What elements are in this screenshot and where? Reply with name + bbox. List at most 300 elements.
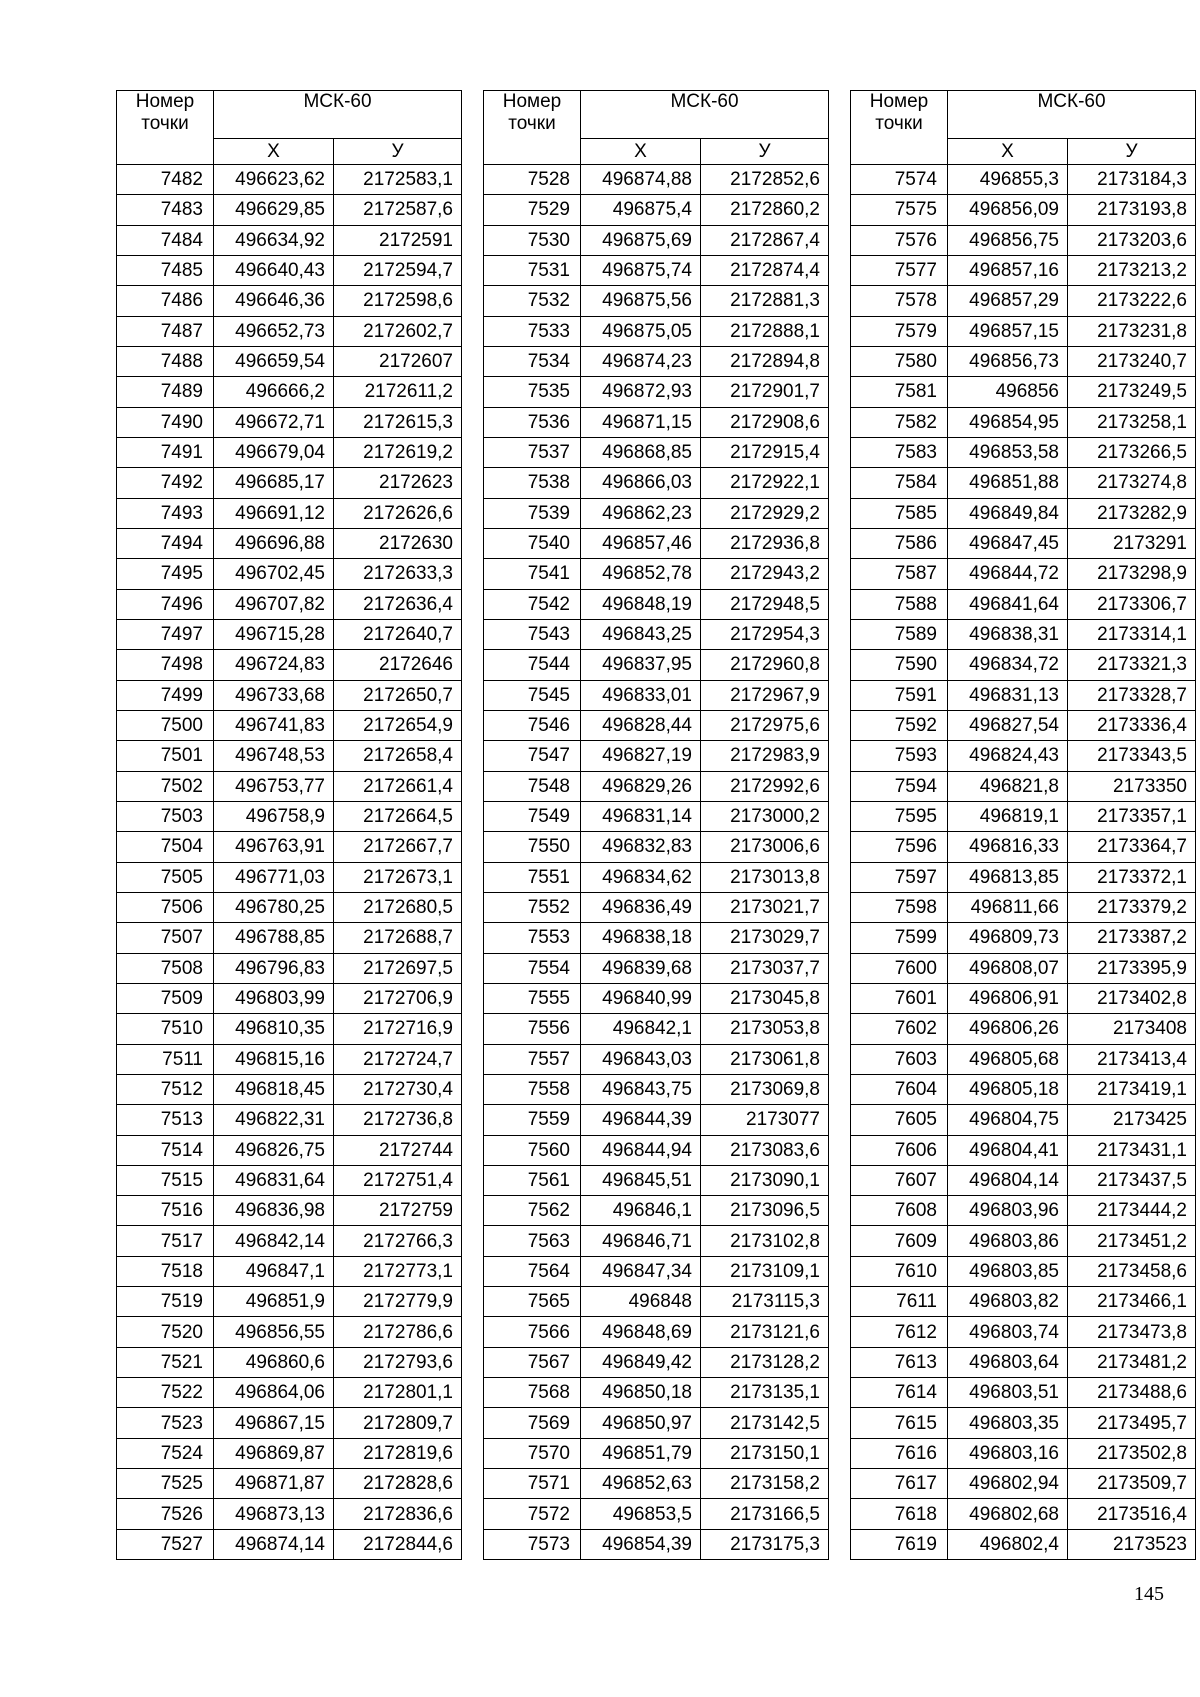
point-number-cell: 7567 [484,1347,581,1377]
y-coordinate-cell: 2172801,1 [334,1378,462,1408]
table-row [851,1499,1196,1529]
point-number-cell: 7566 [484,1317,581,1347]
table-row [117,862,462,892]
x-coordinate-cell: 496847,1 [214,1256,334,1286]
point-number-cell: 7522 [117,1378,214,1408]
x-coordinate-cell: 496646,36 [214,286,334,316]
x-coordinate-cell: 496841,64 [948,589,1068,619]
point-number-cell: 7547 [484,741,581,771]
table-row [117,1317,462,1347]
y-coordinate-cell: 2172992,6 [701,771,829,801]
point-number-cell: 7593 [851,741,948,771]
x-coordinate-cell: 496826,75 [214,1135,334,1165]
y-coordinate-cell: 2172697,5 [334,953,462,983]
y-coordinate-cell: 2173306,7 [1068,589,1196,619]
y-coordinate-cell: 2173451,2 [1068,1226,1196,1256]
x-coordinate-cell: 496806,26 [948,1014,1068,1044]
table-row [484,1044,829,1074]
point-number-cell: 7531 [484,255,581,285]
x-coordinate-cell: 496844,94 [581,1135,701,1165]
x-coordinate-cell: 496816,33 [948,832,1068,862]
y-coordinate-cell: 2172888,1 [701,316,829,346]
table-row [851,468,1196,498]
table-body [117,165,462,1560]
y-coordinate-cell: 2172860,2 [701,195,829,225]
table-row [851,286,1196,316]
header-x: Х [581,139,701,165]
y-coordinate-cell: 2173425 [1068,1105,1196,1135]
table-row [484,286,829,316]
table-row [484,1074,829,1104]
x-coordinate-cell: 496804,14 [948,1165,1068,1195]
table-row [117,1165,462,1195]
point-number-cell: 7608 [851,1196,948,1226]
x-coordinate-cell: 496836,49 [581,892,701,922]
point-number-cell: 7484 [117,225,214,255]
x-coordinate-cell: 496843,25 [581,619,701,649]
y-coordinate-cell: 2173053,8 [701,1014,829,1044]
y-coordinate-cell: 2173150,1 [701,1438,829,1468]
point-number-cell: 7512 [117,1074,214,1104]
point-number-cell: 7529 [484,195,581,225]
point-number-cell: 7542 [484,589,581,619]
y-coordinate-cell: 2172673,1 [334,862,462,892]
header-y: У [1068,139,1196,165]
x-coordinate-cell: 496875,05 [581,316,701,346]
y-coordinate-cell: 2173516,4 [1068,1499,1196,1529]
point-number-cell: 7505 [117,862,214,892]
point-number-cell: 7546 [484,710,581,740]
y-coordinate-cell: 2172793,6 [334,1347,462,1377]
point-number-cell: 7525 [117,1469,214,1499]
y-coordinate-cell: 2173090,1 [701,1165,829,1195]
point-number-cell: 7600 [851,953,948,983]
point-number-cell: 7604 [851,1074,948,1104]
table-row [117,710,462,740]
x-coordinate-cell: 496842,1 [581,1014,701,1044]
point-number-cell: 7545 [484,680,581,710]
y-coordinate-cell: 2173266,5 [1068,437,1196,467]
table-row [851,710,1196,740]
table-row [484,923,829,953]
x-coordinate-cell: 496834,62 [581,862,701,892]
x-coordinate-cell: 496821,8 [948,771,1068,801]
x-coordinate-cell: 496741,83 [214,710,334,740]
table-row [484,1529,829,1559]
table-row [851,801,1196,831]
x-coordinate-cell: 496840,99 [581,983,701,1013]
y-coordinate-cell: 2173109,1 [701,1256,829,1286]
point-number-cell: 7556 [484,1014,581,1044]
x-coordinate-cell: 496672,71 [214,407,334,437]
y-coordinate-cell: 2173343,5 [1068,741,1196,771]
table-body [484,165,829,1560]
point-number-cell: 7592 [851,710,948,740]
y-coordinate-cell: 2172602,7 [334,316,462,346]
x-coordinate-cell: 496811,66 [948,892,1068,922]
y-coordinate-cell: 2172759 [334,1196,462,1226]
point-number-cell: 7486 [117,286,214,316]
x-coordinate-cell: 496849,84 [948,498,1068,528]
y-coordinate-cell: 2173037,7 [701,953,829,983]
point-number-cell: 7540 [484,528,581,558]
y-coordinate-cell: 2172706,9 [334,983,462,1013]
y-coordinate-cell: 2173135,1 [701,1378,829,1408]
x-coordinate-cell: 496832,83 [581,832,701,862]
point-number-cell: 7611 [851,1287,948,1317]
y-coordinate-cell: 2173419,1 [1068,1074,1196,1104]
table-row [484,953,829,983]
x-coordinate-cell: 496802,4 [948,1529,1068,1559]
point-number-cell: 7483 [117,195,214,225]
x-coordinate-cell: 496827,54 [948,710,1068,740]
table-row [117,1074,462,1104]
table-row [851,1044,1196,1074]
y-coordinate-cell: 2172922,1 [701,468,829,498]
table-row [117,953,462,983]
table-row [484,377,829,407]
table-row [117,1196,462,1226]
y-coordinate-cell: 2172664,5 [334,801,462,831]
point-number-cell: 7598 [851,892,948,922]
y-coordinate-cell: 2172894,8 [701,346,829,376]
y-coordinate-cell: 2172828,6 [334,1469,462,1499]
point-number-cell: 7497 [117,619,214,649]
point-number-cell: 7572 [484,1499,581,1529]
point-number-cell: 7492 [117,468,214,498]
table-row [851,498,1196,528]
y-coordinate-cell: 2173328,7 [1068,680,1196,710]
table-row [851,589,1196,619]
y-coordinate-cell: 2172598,6 [334,286,462,316]
point-number-cell: 7553 [484,923,581,953]
y-coordinate-cell: 2173466,1 [1068,1287,1196,1317]
point-number-cell: 7507 [117,923,214,953]
header-y: У [701,139,829,165]
y-coordinate-cell: 2172626,6 [334,498,462,528]
x-coordinate-cell: 496857,46 [581,528,701,558]
header-coordinate-system: МСК-60 [948,91,1196,139]
table-row [484,407,829,437]
y-coordinate-cell: 2172667,7 [334,832,462,862]
point-number-cell: 7517 [117,1226,214,1256]
table-body [851,165,1196,1560]
table-row [851,680,1196,710]
table-row [851,892,1196,922]
point-number-cell: 7508 [117,953,214,983]
x-coordinate-cell: 496666,2 [214,377,334,407]
table-row [851,1074,1196,1104]
table-row [851,1347,1196,1377]
y-coordinate-cell: 2172680,5 [334,892,462,922]
table-row [117,1135,462,1165]
point-number-cell: 7565 [484,1287,581,1317]
table-row [851,437,1196,467]
point-number-cell: 7618 [851,1499,948,1529]
table-row [851,650,1196,680]
y-coordinate-cell: 2172948,5 [701,589,829,619]
x-coordinate-cell: 496803,16 [948,1438,1068,1468]
point-number-cell: 7603 [851,1044,948,1074]
table-row [117,1408,462,1438]
y-coordinate-cell: 2173336,4 [1068,710,1196,740]
table-row [851,559,1196,589]
y-coordinate-cell: 2172615,3 [334,407,462,437]
y-coordinate-cell: 2172766,3 [334,1226,462,1256]
x-coordinate-cell: 496843,75 [581,1074,701,1104]
table-row [851,1226,1196,1256]
y-coordinate-cell: 2172844,6 [334,1529,462,1559]
point-number-cell: 7500 [117,710,214,740]
point-number-cell: 7511 [117,1044,214,1074]
x-coordinate-cell: 496834,72 [948,650,1068,680]
table-row [851,1135,1196,1165]
x-coordinate-cell: 496803,96 [948,1196,1068,1226]
header-coordinate-system: МСК-60 [581,91,829,139]
x-coordinate-cell: 496856,73 [948,346,1068,376]
y-coordinate-cell: 2173013,8 [701,862,829,892]
table-row [484,1408,829,1438]
point-number-cell: 7599 [851,923,948,953]
x-coordinate-cell: 496806,91 [948,983,1068,1013]
table-row [117,1256,462,1286]
x-coordinate-cell: 496856,09 [948,195,1068,225]
table-row [117,771,462,801]
x-coordinate-cell: 496652,73 [214,316,334,346]
point-number-cell: 7549 [484,801,581,831]
x-coordinate-cell: 496844,72 [948,559,1068,589]
point-number-cell: 7514 [117,1135,214,1165]
y-coordinate-cell: 2172786,6 [334,1317,462,1347]
table-row [117,1105,462,1135]
x-coordinate-cell: 496623,62 [214,165,334,195]
x-coordinate-cell: 496805,68 [948,1044,1068,1074]
x-coordinate-cell: 496864,06 [214,1378,334,1408]
point-number-cell: 7544 [484,650,581,680]
table-row [117,892,462,922]
point-number-cell: 7513 [117,1105,214,1135]
point-number-cell: 7536 [484,407,581,437]
table-row [484,892,829,922]
y-coordinate-cell: 2172779,9 [334,1287,462,1317]
point-number-cell: 7490 [117,407,214,437]
point-number-cell: 7548 [484,771,581,801]
table-row [117,286,462,316]
point-number-cell: 7509 [117,983,214,1013]
table-row [484,255,829,285]
table-row [851,832,1196,862]
table-row [851,225,1196,255]
y-coordinate-cell: 2173291 [1068,528,1196,558]
point-number-cell: 7554 [484,953,581,983]
x-coordinate-cell: 496808,07 [948,953,1068,983]
x-coordinate-cell: 496803,86 [948,1226,1068,1256]
header-x: Х [948,139,1068,165]
table-row [484,1165,829,1195]
x-coordinate-cell: 496869,87 [214,1438,334,1468]
x-coordinate-cell: 496847,45 [948,528,1068,558]
table-row [851,1014,1196,1044]
point-number-cell: 7541 [484,559,581,589]
y-coordinate-cell: 2172636,4 [334,589,462,619]
y-coordinate-cell: 2173166,5 [701,1499,829,1529]
table-row [484,801,829,831]
table-row [851,346,1196,376]
y-coordinate-cell: 2172688,7 [334,923,462,953]
x-coordinate-cell: 496831,13 [948,680,1068,710]
point-number-cell: 7594 [851,771,948,801]
x-coordinate-cell: 496874,14 [214,1529,334,1559]
y-coordinate-cell: 2172983,9 [701,741,829,771]
point-number-cell: 7607 [851,1165,948,1195]
point-number-cell: 7487 [117,316,214,346]
y-coordinate-cell: 2172736,8 [334,1105,462,1135]
point-number-cell: 7571 [484,1469,581,1499]
x-coordinate-cell: 496867,15 [214,1408,334,1438]
table-row [851,953,1196,983]
point-number-cell: 7575 [851,195,948,225]
point-number-cell: 7524 [117,1438,214,1468]
y-coordinate-cell: 2173184,3 [1068,165,1196,195]
x-coordinate-cell: 496827,19 [581,741,701,771]
y-coordinate-cell: 2172587,6 [334,195,462,225]
table-row [117,1529,462,1559]
x-coordinate-cell: 496836,98 [214,1196,334,1226]
x-coordinate-cell: 496659,54 [214,346,334,376]
y-coordinate-cell: 2173495,7 [1068,1408,1196,1438]
y-coordinate-cell: 2173502,8 [1068,1438,1196,1468]
table-row [484,589,829,619]
table-row [117,165,462,195]
x-coordinate-cell: 496846,71 [581,1226,701,1256]
y-coordinate-cell: 2172646 [334,650,462,680]
table-row [851,316,1196,346]
x-coordinate-cell: 496803,35 [948,1408,1068,1438]
point-number-cell: 7570 [484,1438,581,1468]
point-number-cell: 7612 [851,1317,948,1347]
y-coordinate-cell: 2173314,1 [1068,619,1196,649]
table-row [117,1014,462,1044]
point-number-cell: 7597 [851,862,948,892]
point-number-cell: 7619 [851,1529,948,1559]
x-coordinate-cell: 496850,97 [581,1408,701,1438]
y-coordinate-cell: 2172724,7 [334,1044,462,1074]
header-point-number: Номер точки [117,91,214,165]
x-coordinate-cell: 496872,93 [581,377,701,407]
y-coordinate-cell: 2173473,8 [1068,1317,1196,1347]
point-number-cell: 7526 [117,1499,214,1529]
y-coordinate-cell: 2172633,3 [334,559,462,589]
table-row [117,1469,462,1499]
x-coordinate-cell: 496874,23 [581,346,701,376]
x-coordinate-cell: 496857,15 [948,316,1068,346]
header-coordinate-system: МСК-60 [214,91,462,139]
table-row [484,225,829,255]
table-row [484,498,829,528]
table-row [117,1378,462,1408]
y-coordinate-cell: 2173203,6 [1068,225,1196,255]
y-coordinate-cell: 2172954,3 [701,619,829,649]
y-coordinate-cell: 2173413,4 [1068,1044,1196,1074]
point-number-cell: 7499 [117,680,214,710]
table-row [851,1165,1196,1195]
y-coordinate-cell: 2172773,1 [334,1256,462,1286]
point-number-cell: 7563 [484,1226,581,1256]
point-number-cell: 7606 [851,1135,948,1165]
y-coordinate-cell: 2173458,6 [1068,1256,1196,1286]
y-coordinate-cell: 2173444,2 [1068,1196,1196,1226]
table-row [851,195,1196,225]
x-coordinate-cell: 496691,12 [214,498,334,528]
table-row [484,316,829,346]
x-coordinate-cell: 496753,77 [214,771,334,801]
x-coordinate-cell: 496804,75 [948,1105,1068,1135]
x-coordinate-cell: 496629,85 [214,195,334,225]
y-coordinate-cell: 2173387,2 [1068,923,1196,953]
point-number-cell: 7516 [117,1196,214,1226]
point-number-cell: 7489 [117,377,214,407]
point-number-cell: 7502 [117,771,214,801]
y-coordinate-cell: 2173258,1 [1068,407,1196,437]
x-coordinate-cell: 496831,14 [581,801,701,831]
point-number-cell: 7498 [117,650,214,680]
table-row [851,1378,1196,1408]
point-number-cell: 7588 [851,589,948,619]
page-number: 145 [1134,1583,1164,1605]
point-number-cell: 7506 [117,892,214,922]
table-row [851,528,1196,558]
table-row [117,619,462,649]
x-coordinate-cell: 496804,41 [948,1135,1068,1165]
x-coordinate-cell: 496860,6 [214,1347,334,1377]
table-row [117,255,462,285]
point-number-cell: 7521 [117,1347,214,1377]
y-coordinate-cell: 2173509,7 [1068,1469,1196,1499]
point-number-cell: 7595 [851,801,948,831]
table-row [484,619,829,649]
point-number-cell: 7543 [484,619,581,649]
point-number-cell: 7617 [851,1469,948,1499]
point-number-cell: 7552 [484,892,581,922]
point-number-cell: 7510 [117,1014,214,1044]
x-coordinate-cell: 496685,17 [214,468,334,498]
table-row [484,680,829,710]
x-coordinate-cell: 496838,18 [581,923,701,953]
y-coordinate-cell: 2173045,8 [701,983,829,1013]
table-row [117,1226,462,1256]
y-coordinate-cell: 2173231,8 [1068,316,1196,346]
point-number-cell: 7523 [117,1408,214,1438]
point-number-cell: 7534 [484,346,581,376]
y-coordinate-cell: 2173249,5 [1068,377,1196,407]
x-coordinate-cell: 496634,92 [214,225,334,255]
point-number-cell: 7485 [117,255,214,285]
y-coordinate-cell: 2173395,9 [1068,953,1196,983]
point-number-cell: 7515 [117,1165,214,1195]
table-row [851,862,1196,892]
x-coordinate-cell: 496862,23 [581,498,701,528]
table-row [484,1287,829,1317]
x-coordinate-cell: 496724,83 [214,650,334,680]
table-row [484,832,829,862]
table-row [851,771,1196,801]
x-coordinate-cell: 496852,63 [581,1469,701,1499]
x-coordinate-cell: 496848,69 [581,1317,701,1347]
point-number-cell: 7580 [851,346,948,376]
table-row [117,498,462,528]
y-coordinate-cell: 2173213,2 [1068,255,1196,285]
table-row [117,437,462,467]
